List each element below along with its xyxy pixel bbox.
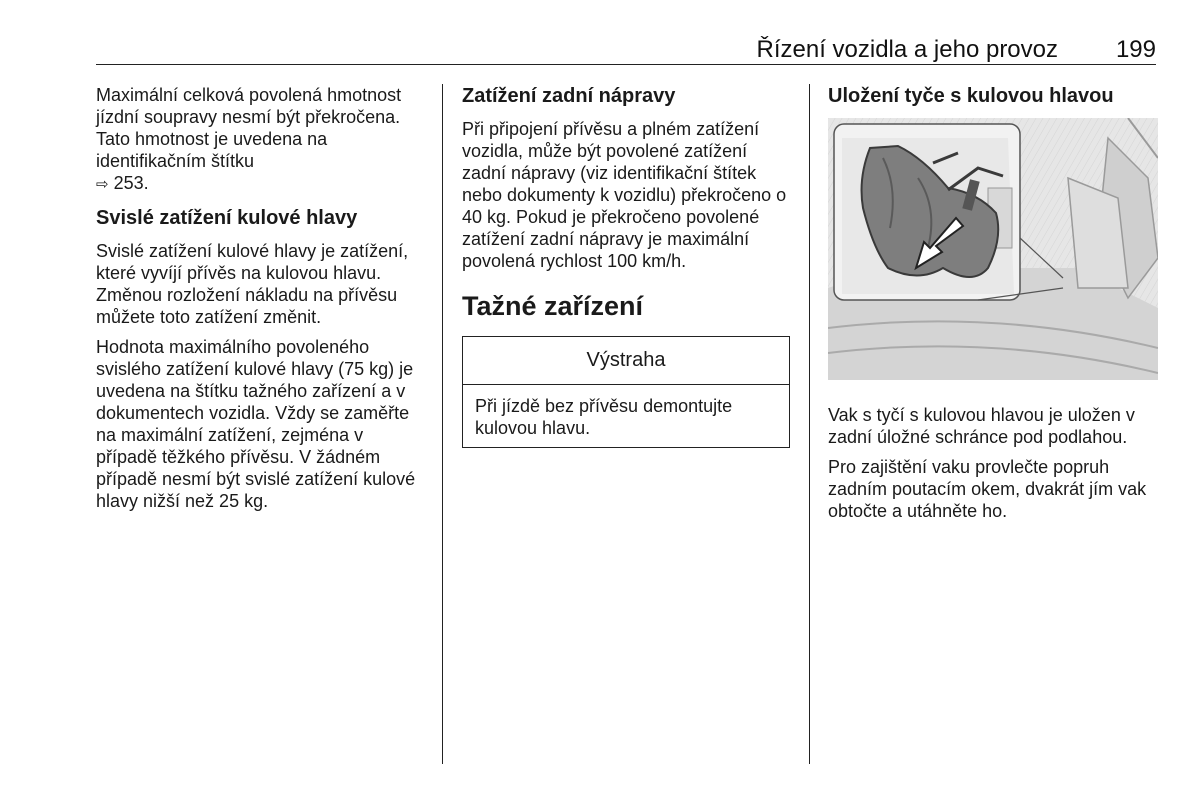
paragraph: Pro zajištění vaku provlečte popruh zadním poutacím okem, dvakrát jím vak obtočte a utáhněte ho. (828, 457, 1147, 521)
column-left (96, 84, 428, 520)
warning-box (462, 336, 790, 448)
paragraph-text: Maximální celková povolená hmotnost jízdní soupravy nesmí být překročena. Tato hmotnost je uvedena na identifikačním štítku (96, 85, 402, 171)
column-right (828, 84, 1158, 530)
warning-text: Při jízdě bez přívěsu demontujte kulovou hlavu. (475, 396, 733, 438)
trunk-illustration (828, 118, 1158, 380)
page-header (96, 30, 1156, 65)
column-divider (809, 84, 810, 764)
warning-body (463, 385, 789, 447)
section-heading: Svislé zatížení kulové hlavy (96, 207, 358, 229)
column-middle (462, 84, 792, 448)
chapter-title: Řízení vozidla a jeho provoz (756, 36, 1058, 63)
section-title: Tažné zařízení (462, 291, 644, 321)
paragraph: Svislé zatížení kulové hlavy je zatížení, které vyvíjí přívěs na kulovou hlavu. Změnou rozložení nákladu na přívěsu můžete toto zatížení změnit. (96, 241, 409, 327)
warning-title: Výstraha (463, 337, 789, 385)
column-divider (442, 84, 443, 764)
cross-reference-link[interactable]: 253. (113, 173, 149, 193)
paragraph: Hodnota maximálního povoleného svislého zatížení kulové hlavy (75 kg) je uvedena na štítku tažného zařízení a v dokumentech vozidla. Vždy se zaměřte na maximální zatížení, zejména v případě těžkého přívěsu. V žádném případě nesmí být svislé zatížení kulové hlavy nižší než 25 kg. (96, 337, 416, 511)
cross-reference-arrow-icon: ⇨ (96, 176, 109, 193)
paragraph: Vak s tyčí s kulovou hlavou je uložen v zadní úložné schránce pod podlahou. (828, 405, 1135, 447)
section-heading: Zatížení zadní nápravy (462, 85, 676, 107)
paragraph: Při připojení přívěsu a plném zatížení vozidla, může být povolené zatížení zadní nápravy (viz identifikační štítek nebo dokumenty k vozidlu) překročeno o 40 kg. Pokud je překročeno povolené zatížení zadní nápravy je maximální povolená rychlost 100 km/h. (462, 119, 787, 271)
page-number: 199 (1115, 36, 1156, 63)
section-heading: Uložení tyče s kulovou hlavou (828, 85, 1114, 107)
paragraph (96, 84, 428, 196)
